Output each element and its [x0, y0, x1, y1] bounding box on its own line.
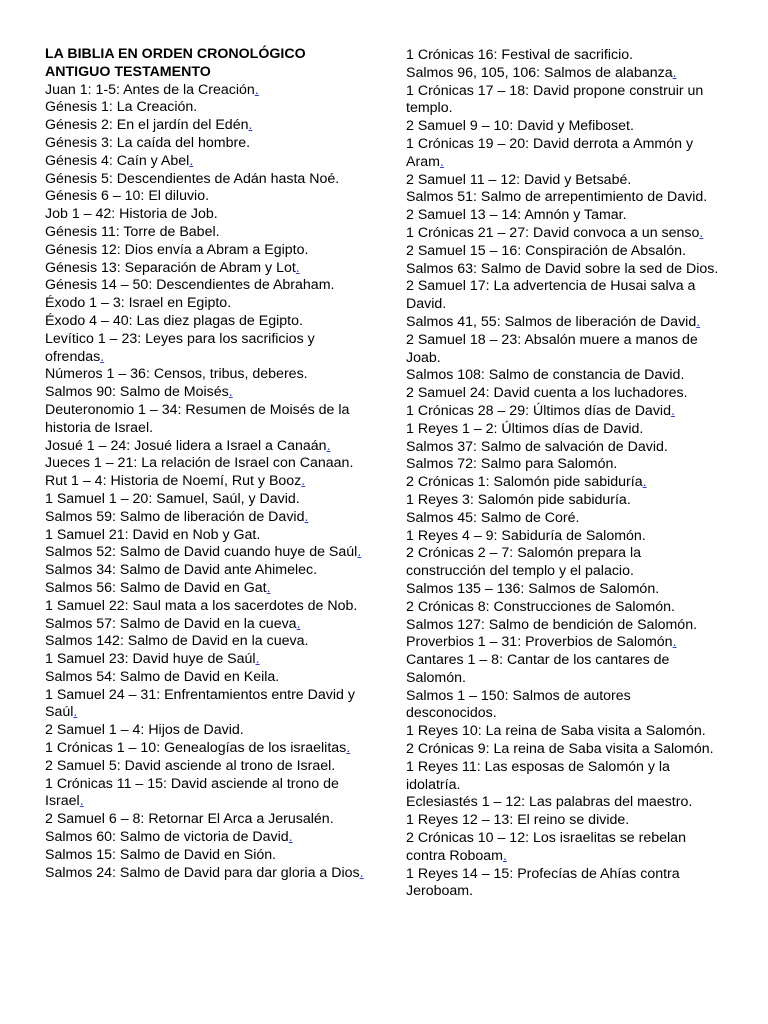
reading-entry-text: Salmos 15: Salmo de David en Sión. — [45, 846, 277, 863]
reading-entry-text: Salmos 127: Salmo de bendición de Salomón. — [406, 616, 698, 633]
reading-entry-text: 2 Samuel 17: La advertencia de Husai salva a David. — [406, 278, 696, 313]
reading-entry-text: 2 Samuel 9 – 10: David y Mefiboset. — [406, 118, 634, 135]
reading-entry[interactable] — [45, 580, 365, 598]
link-mark[interactable]: . — [670, 402, 675, 419]
reading-entry-text: Salmos 1 – 150: Salmos de autores desconocidos. — [406, 687, 631, 722]
reading-entry-text: 1 Reyes 12 – 13: El reino se divide. — [406, 812, 630, 829]
link-mark[interactable]: . — [696, 313, 701, 330]
reading-entry[interactable] — [45, 331, 365, 367]
reading-entry-text: 1 Crónicas 28 – 29: Últimos días de David — [406, 402, 671, 419]
reading-entry — [406, 367, 724, 385]
reading-entry[interactable] — [406, 314, 724, 332]
reading-entry-text: 1 Crónicas 21 – 27: David convoca a un senso — [406, 224, 700, 241]
link-mark[interactable]: . — [296, 615, 301, 632]
link-mark[interactable]: . — [189, 152, 194, 169]
reading-entry-text: Éxodo 4 – 40: Las diez plagas de Egipto. — [45, 312, 303, 329]
reading-entry-text: 2 Crónicas 2 – 7: Salomón prepara la construcción del templo y el palacio. — [406, 545, 642, 580]
reading-entry-text: 1 Samuel 22: Saul mata a los sacerdotes de Nob. — [45, 597, 358, 614]
reading-entry — [45, 402, 365, 438]
reading-entry-text: Génesis 14 – 50: Descendientes de Abraham. — [45, 277, 335, 294]
reading-entry-text: 2 Crónicas 9: La reina de Saba visita a Salomón. — [406, 741, 714, 758]
reading-entry-text: Salmos 37: Salmo de salvación de David. — [406, 438, 668, 455]
reading-entry — [45, 722, 365, 740]
reading-entry-text: 2 Samuel 5: David asciende al trono de Israel. — [45, 757, 336, 774]
reading-entry — [45, 455, 365, 473]
reading-entry[interactable] — [406, 225, 724, 243]
reading-entry[interactable] — [45, 616, 365, 634]
reading-entry-text: 1 Reyes 11: Las esposas de Salomón y la idolatría. — [406, 758, 670, 793]
reading-entry-text: Juan 1: 1-5: Antes de la Creación — [45, 81, 255, 98]
reading-entry-text: Cantares 1 – 8: Cantar de los cantares de Salomón. — [406, 652, 670, 686]
reading-entry-text: Josué 1 – 24: Josué lidera a Israel a Canaán — [45, 437, 327, 454]
reading-entry-text: Salmos 52: Salmo de David cuando huye de Saúl — [45, 544, 358, 561]
reading-entry-text: 2 Samuel 11 – 12: David y Betsabé. — [406, 171, 632, 188]
reading-entry-text: 2 Crónicas 10 – 12: Los israelitas se rebelan contra Roboam — [406, 830, 686, 864]
reading-entry — [45, 527, 365, 545]
link-mark[interactable]: . — [672, 64, 677, 81]
reading-entry — [45, 295, 365, 313]
reading-entry-text: 1 Samuel 21: David en Nob y Gat. — [45, 526, 261, 543]
reading-entry-text: 2 Samuel 13 – 14: Amnón y Tamar. — [406, 207, 627, 224]
reading-entry-text: Números 1 – 36: Censos, tribus, deberes. — [45, 366, 308, 383]
reading-entry-text: 1 Samuel 24 – 31: Enfrentamientos entre David y Saúl — [45, 686, 355, 721]
link-mark[interactable]: . — [73, 704, 78, 721]
reading-entry — [406, 385, 724, 403]
reading-entry[interactable] — [406, 634, 724, 652]
reading-entry-text: 2 Samuel 1 – 4: Hijos de David. — [45, 722, 244, 739]
reading-entry — [406, 794, 724, 812]
reading-entry — [45, 224, 365, 242]
reading-entry-text: Génesis 1: La Creación. — [45, 99, 198, 116]
reading-entry-text: 1 Samuel 1 – 20: Samuel, Saúl, y David. — [45, 490, 300, 507]
reading-entry — [406, 332, 724, 368]
reading-entry — [406, 189, 724, 207]
reading-entry[interactable] — [45, 473, 365, 491]
reading-entry[interactable] — [45, 829, 365, 847]
reading-entry[interactable] — [45, 384, 365, 402]
reading-entry[interactable] — [45, 776, 365, 812]
reading-entry — [45, 562, 365, 580]
reading-entry-text: 1 Samuel 23: David huye de Saúl — [45, 651, 256, 668]
reading-entry — [406, 652, 724, 688]
reading-entry-text: Eclesiastés 1 – 12: Las palabras del maestro. — [406, 794, 693, 811]
reading-entry — [406, 261, 724, 279]
link-mark[interactable]: . — [672, 634, 677, 651]
reading-entry-text: Salmos 24: Salmo de David para dar gloria a Dios — [45, 864, 360, 881]
link-mark[interactable]: . — [228, 384, 233, 401]
reading-entry — [406, 759, 724, 795]
reading-entry-text: Jueces 1 – 21: La relación de Israel con Canaan. — [45, 455, 354, 472]
reading-entry — [45, 277, 365, 295]
reading-entry-text: 1 Crónicas 16: Festival de sacrificio. — [406, 47, 634, 63]
reading-entry — [45, 633, 365, 651]
reading-entry-text: Génesis 13: Separación de Abram y Lot — [45, 259, 296, 276]
reading-entry-text: Job 1 – 42: Historia de Job. — [45, 206, 218, 223]
reading-entry-text: 2 Crónicas 8: Construcciones de Salomón. — [406, 598, 675, 615]
document-subtitle: ANTIGUO TESTAMENTO — [45, 63, 211, 80]
left-column — [45, 46, 365, 882]
reading-entry-text: Salmos 59: Salmo de liberación de David — [45, 508, 305, 525]
reading-entry — [45, 242, 365, 260]
reading-entry[interactable] — [406, 830, 724, 866]
reading-entry — [406, 118, 724, 136]
reading-entry — [45, 99, 365, 117]
reading-entry — [45, 366, 365, 384]
link-mark[interactable]: . — [699, 224, 704, 241]
right-entries-list — [406, 47, 724, 901]
reading-entry — [406, 510, 724, 528]
reading-entry[interactable] — [45, 687, 365, 723]
reading-entry — [406, 617, 724, 635]
reading-entry-text: Éxodo 1 – 3: Israel en Egipto. — [45, 295, 232, 312]
reading-entry-text: 1 Crónicas 1 – 10: Genealogías de los israelitas — [45, 740, 347, 757]
reading-entry-text: Salmos 54: Salmo de David en Keila. — [45, 668, 280, 685]
reading-entry-text: Salmos 45: Salmo de Coré. — [406, 509, 580, 526]
reading-entry[interactable] — [45, 153, 365, 171]
reading-entry[interactable] — [45, 117, 365, 135]
reading-entry[interactable] — [45, 544, 365, 562]
reading-entry[interactable] — [406, 474, 724, 492]
reading-entry — [406, 207, 724, 225]
link-mark[interactable]: . — [266, 579, 271, 596]
reading-entry-text: Salmos 60: Salmo de victoria de David — [45, 829, 289, 846]
reading-entry — [406, 421, 724, 439]
link-mark[interactable]: . — [301, 473, 306, 490]
reading-entry[interactable] — [406, 403, 724, 421]
reading-entry-text: Rut 1 – 4: Historia de Noemí, Rut y Booz — [45, 473, 302, 490]
reading-entry[interactable] — [45, 82, 365, 100]
reading-entry — [45, 758, 365, 776]
reading-entry[interactable] — [45, 740, 365, 758]
reading-entry-text: Salmos 96, 105, 106: Salmos de alabanza — [406, 64, 673, 81]
reading-entry-text: Deuteronomio 1 – 34: Resumen de Moisés de la historia de Israel. — [45, 401, 350, 436]
reading-entry — [406, 723, 724, 741]
reading-entry-text: Génesis 2: En el jardín del Edén — [45, 117, 249, 134]
reading-entry — [406, 688, 724, 724]
right-column — [406, 47, 724, 901]
reading-entry — [45, 598, 365, 616]
link-mark[interactable]: . — [359, 864, 364, 881]
reading-entry — [45, 206, 365, 224]
reading-entry-text: Génesis 6 – 10: El diluvio. — [45, 188, 210, 205]
reading-entry[interactable] — [45, 865, 365, 883]
link-mark[interactable]: . — [79, 793, 84, 810]
reading-entry — [45, 811, 365, 829]
link-mark[interactable]: . — [248, 117, 253, 134]
document-title: LA BIBLIA EN ORDEN CRONOLÓGICO — [45, 46, 306, 62]
reading-entry — [406, 545, 724, 581]
reading-entry[interactable] — [45, 260, 365, 278]
reading-entry-text: 2 Crónicas 1: Salomón pide sabiduría — [406, 474, 643, 491]
reading-entry-text: 1 Reyes 3: Salomón pide sabiduría. — [406, 491, 631, 508]
reading-entry — [406, 812, 724, 830]
link-mark[interactable]: . — [288, 829, 293, 846]
reading-entry — [406, 439, 724, 457]
reading-entry — [406, 528, 724, 546]
link-mark[interactable]: . — [326, 437, 331, 454]
link-mark[interactable]: . — [357, 544, 362, 561]
reading-entry — [45, 135, 365, 153]
reading-entry[interactable] — [45, 509, 365, 527]
link-mark[interactable]: . — [439, 153, 444, 170]
link-mark[interactable]: . — [100, 348, 105, 365]
link-mark[interactable]: . — [304, 508, 309, 525]
reading-entry — [406, 278, 724, 314]
reading-entry-text: Génesis 4: Caín y Abel — [45, 152, 190, 169]
reading-entry[interactable] — [406, 65, 724, 83]
reading-entry — [406, 581, 724, 599]
reading-entry — [406, 172, 724, 190]
reading-entry — [406, 599, 724, 617]
link-mark[interactable]: . — [642, 474, 647, 491]
reading-entry-text: 2 Samuel 6 – 8: Retornar El Arca a Jerusalén. — [45, 811, 334, 828]
left-entries-list — [45, 82, 365, 883]
reading-entry-text: 1 Reyes 14 – 15: Profecías de Ahías contra Jeroboam. — [406, 865, 680, 900]
reading-entry-text: 2 Samuel 24: David cuenta a los luchadores. — [406, 385, 688, 402]
reading-entry-text: Proverbios 1 – 31: Proverbios de Salomón — [406, 634, 673, 651]
reading-entry — [406, 243, 724, 261]
reading-entry-text: Salmos 34: Salmo de David ante Ahimelec. — [45, 562, 318, 579]
link-mark[interactable]: . — [295, 259, 300, 276]
reading-entry-text: Salmos 90: Salmo de Moisés — [45, 384, 229, 401]
reading-entry-text: Salmos 72: Salmo para Salomón. — [406, 456, 618, 473]
reading-entry[interactable] — [45, 651, 365, 669]
reading-entry-text: Salmos 142: Salmo de David en la cueva. — [45, 633, 309, 650]
reading-entry — [45, 847, 365, 865]
reading-entry-text: Génesis 12: Dios envía a Abram a Egipto. — [45, 241, 309, 258]
reading-entry — [406, 866, 724, 902]
reading-entry — [406, 83, 724, 119]
reading-entry[interactable] — [45, 438, 365, 456]
reading-entry — [45, 171, 365, 189]
link-mark[interactable]: . — [346, 740, 351, 757]
reading-entry-text: 2 Samuel 15 – 16: Conspiración de Absalón. — [406, 242, 686, 259]
reading-entry-text: 1 Reyes 1 – 2: Últimos días de David. — [406, 420, 644, 437]
reading-entry — [406, 47, 724, 65]
reading-entry-text: Salmos 51: Salmo de arrepentimiento de David. — [406, 189, 708, 206]
reading-entry-text: Salmos 57: Salmo de David en la cueva — [45, 615, 297, 632]
reading-entry-text: Salmos 63: Salmo de David sobre la sed de Dios. — [406, 260, 719, 277]
reading-entry — [406, 456, 724, 474]
reading-entry-text: 1 Reyes 4 – 9: Sabiduría de Salomón. — [406, 527, 646, 544]
reading-entry — [45, 313, 365, 331]
link-mark[interactable]: . — [254, 81, 259, 98]
link-mark[interactable]: . — [255, 651, 260, 668]
reading-entry — [45, 491, 365, 509]
reading-entry-text: 2 Samuel 18 – 23: Absalón muere a manos de Joab. — [406, 331, 698, 366]
reading-entry-text: Salmos 56: Salmo de David en Gat — [45, 579, 267, 596]
reading-entry-text: 1 Crónicas 19 – 20: David derrota a Ammón y Aram — [406, 135, 694, 170]
reading-entry-text: Salmos 41, 55: Salmos de liberación de David — [406, 313, 697, 330]
reading-entry-text: Génesis 11: Torre de Babel. — [45, 223, 220, 240]
reading-entry-text: Salmos 135 – 136: Salmos de Salomón. — [406, 580, 660, 597]
reading-entry[interactable] — [406, 136, 724, 172]
reading-entry-text: Salmos 108: Salmo de constancia de David. — [406, 367, 685, 384]
link-mark[interactable]: . — [503, 847, 507, 864]
reading-entry-text: Génesis 5: Descendientes de Adán hasta Noé. — [45, 170, 340, 187]
reading-entry — [45, 188, 365, 206]
reading-entry — [406, 741, 724, 759]
reading-entry — [406, 492, 724, 510]
reading-entry-text: 1 Reyes 10: La reina de Saba visita a Salomón. — [406, 723, 706, 740]
reading-entry-text: 1 Crónicas 17 – 18: David propone construir un templo. — [406, 82, 704, 117]
reading-entry-text: 1 Crónicas 11 – 15: David asciende al trono de Israel — [45, 775, 339, 810]
reading-entry-text: Génesis 3: La caída del hombre. — [45, 134, 251, 151]
reading-entry — [45, 669, 365, 687]
reading-entry-text: Levítico 1 – 23: Leyes para los sacrificios y ofrendas — [45, 330, 315, 365]
